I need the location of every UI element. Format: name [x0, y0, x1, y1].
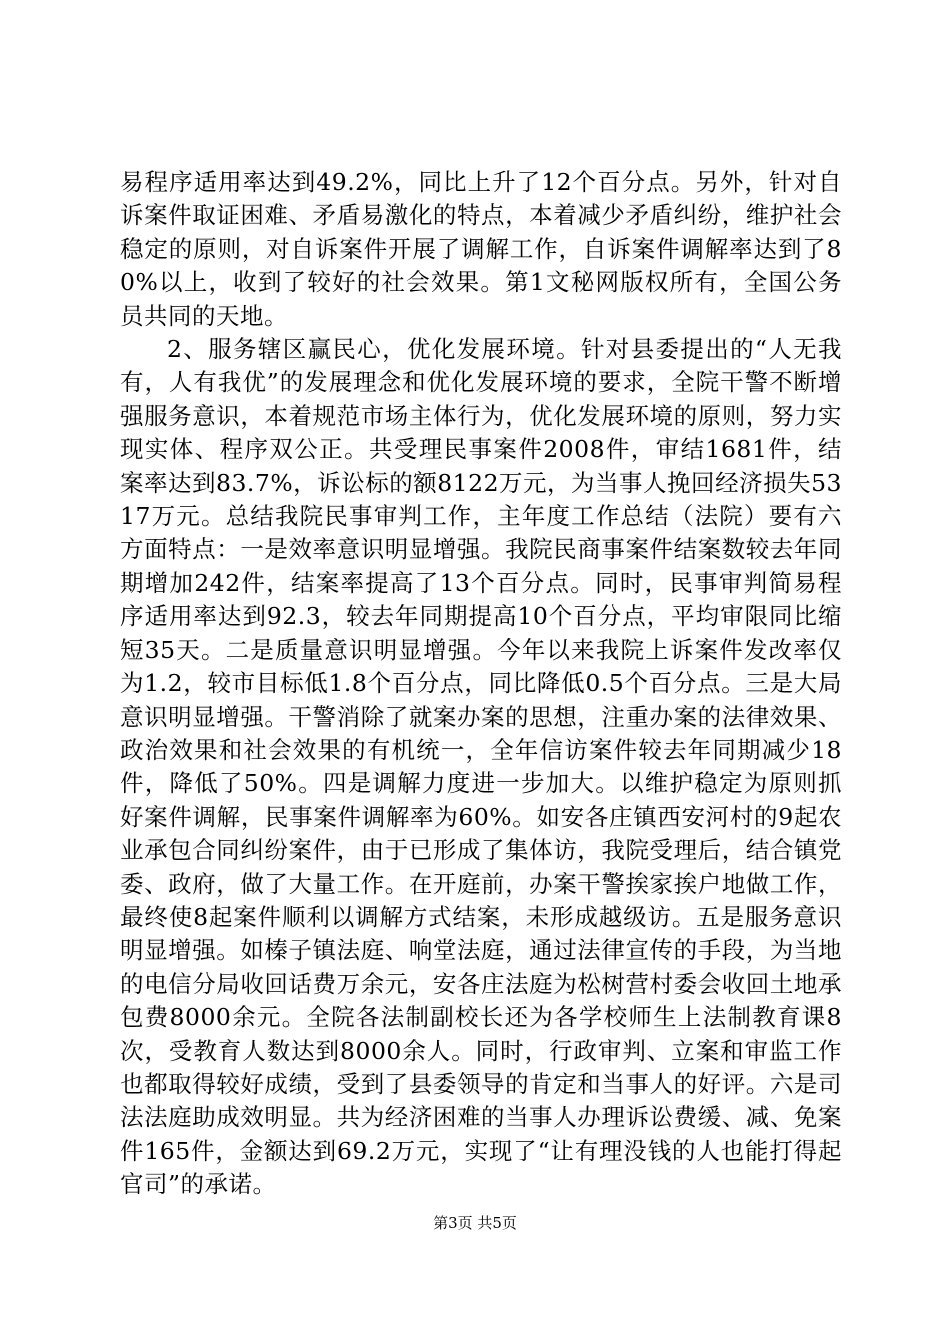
page-footer: 第3页 共5页: [433, 1214, 517, 1232]
paragraph-2: 2、服务辖区赢民心，优化发展环境。针对县委提出的“人无我有，人有我优”的发展理念和优化发展环境的要求，全院干警不断增强服务意识，本着规范市场主体行为，优化发展环境的原则，努力实现实体、程序双公正。共受理民事案件2008件，审结1681件，结案率达到83.7%，诉讼标的额8122万元，为当事人挽回经济损失5317万元。总结我院民事审判工作，主年度工作总结（法院）要有六方面特点：一是效率意识明显增强。我院民商事案件结案数较去年同期增加242件，结案率提高了13个百分点。同时，民事审判简易程序适用率达到92.3，较去年同期提高10个百分点，平均审限同比缩短35天。二是质量意识明显增强。今年以来我院上诉案件发改率仅为1.2，较市目标低1.8个百分点，同比降低0.5个百分点。三是大局意识明显增强。干警消除了就案办案的思想，注重办案的法律效果、政治效果和社会效果的有机统一，全年信访案件较去年同期减少18件，降低了50%。四是调解力度进一步加大。以维护稳定为原则抓好案件调解，民事案件调解率为60%。如安各庄镇西安河村的9起农业承包合同纠纷案件，由于已形成了集体访，我院受理后，结合镇党委、政府，做了大量工作。在开庭前，办案干警挨家挨户地做工作，最终使8起案件顺利以调解方式结案，未形成越级访。五是服务意识明显增强。如榛子镇法庭、响堂法庭，通过法律宣传的手段，为当地的电信分局收回话费万余元，安各庄法庭为松树营村委会收回土地承包费8000余元。全院各法制副校长还为各学校师生上法制教育课8次，受教育人数达到8000余人。同时，行政审判、立案和审监工作也都取得较好成绩，受到了县委领导的肯定和当事人的好评。六是司法法庭助成效明显。共为经济困难的当事人办理诉讼费缓、减、免案件165件，金额达到69.2万元，实现了“让有理没钱的人也能打得起官司”的承诺。: [120, 335, 842, 1199]
paragraph-1: 易程序适用率达到49.2%，同比上升了12个百分点。另外，针对自诉案件取证困难、矛盾易激化的特点，本着减少矛盾纠纷，维护社会稳定的原则，对自诉案件开展了调解工作，自诉案件调解率达到了80%以上，收到了较好的社会效果。第1文秘网版权所有，全国公务员共同的天地。: [120, 168, 842, 330]
document-body: [120, 166, 842, 1202]
